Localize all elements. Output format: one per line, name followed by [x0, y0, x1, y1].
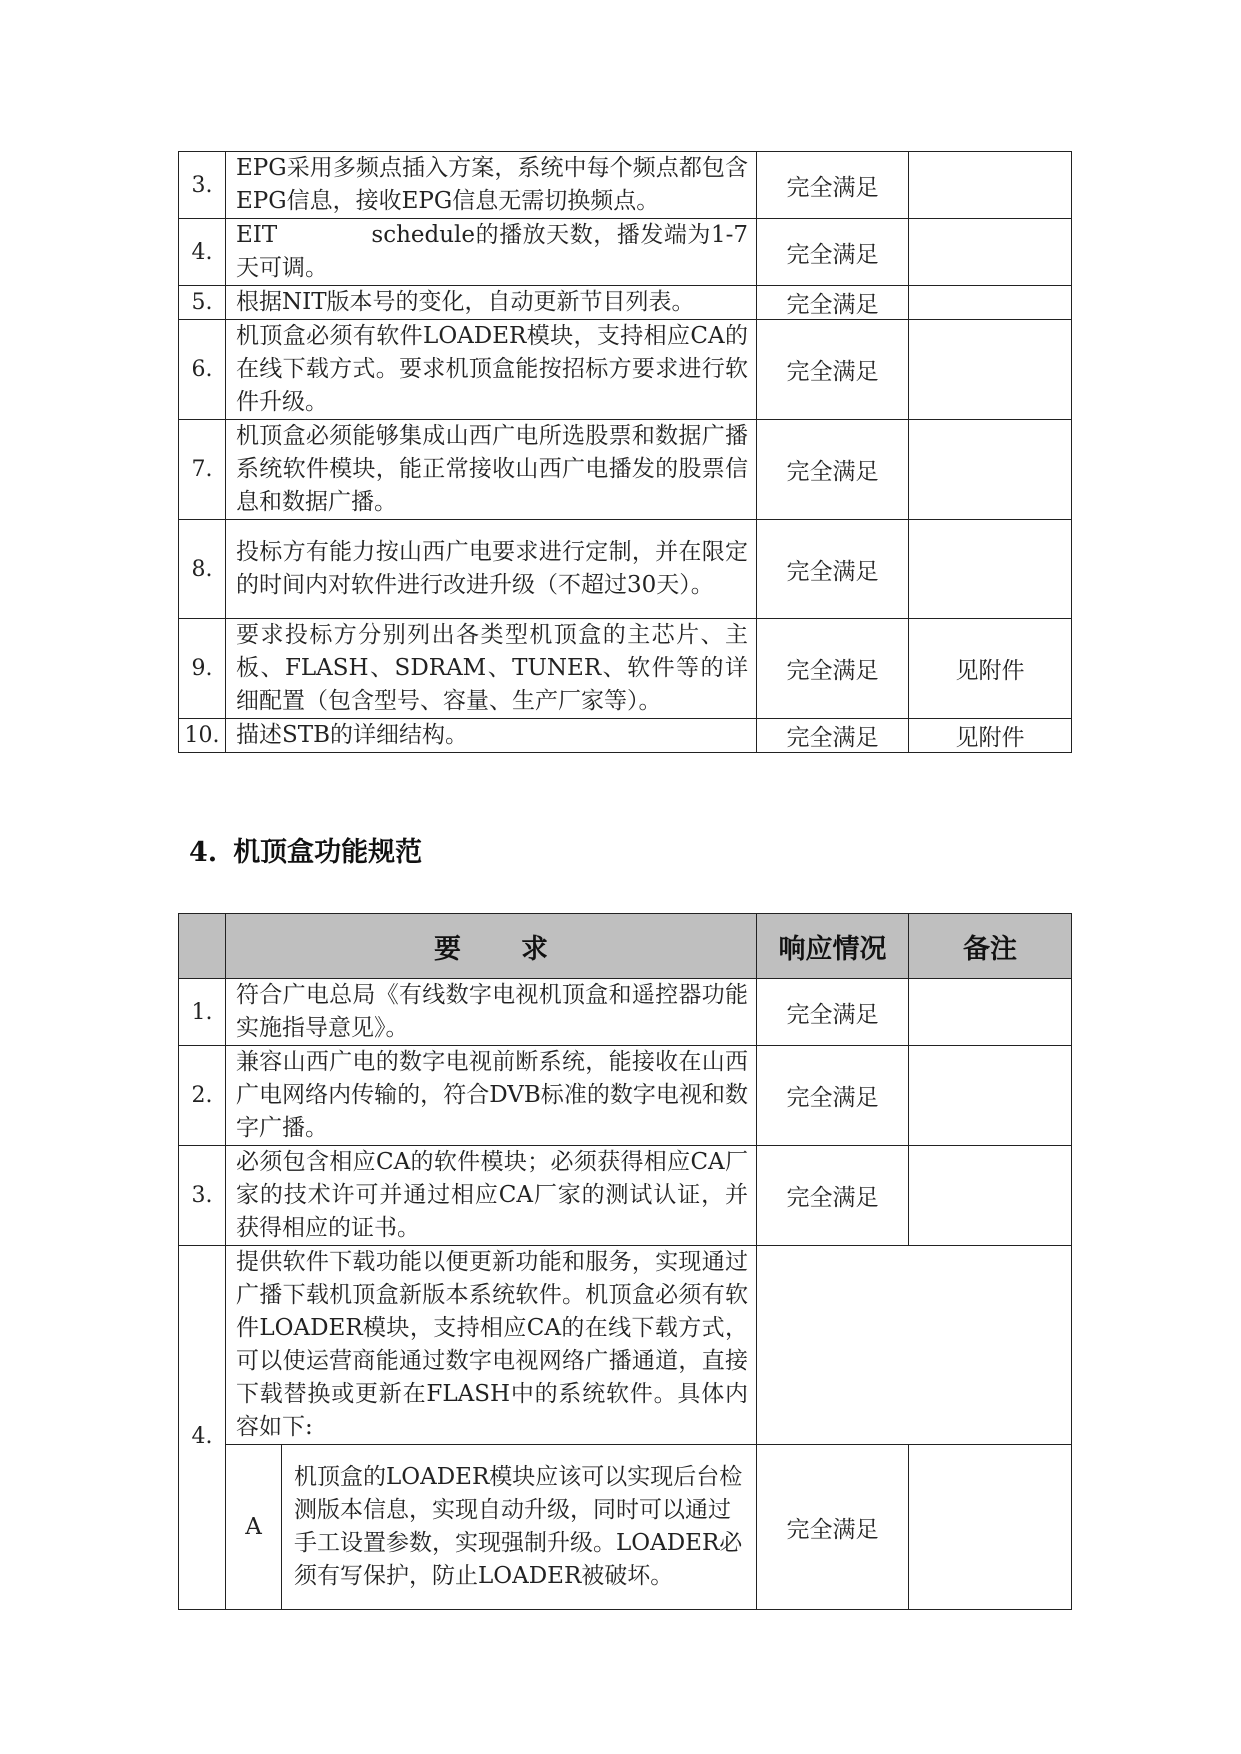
table-row: [179, 420, 1072, 520]
table-row: [179, 1146, 1072, 1246]
remark: [909, 1445, 1072, 1610]
row-number: 6.: [179, 320, 226, 420]
table-row: [179, 1246, 1072, 1445]
response-status: 完全满足: [757, 719, 909, 753]
row-number: 9.: [179, 619, 226, 719]
row-number: 4.: [179, 219, 226, 286]
remark: [909, 520, 1072, 619]
response-status: 完全满足: [757, 619, 909, 719]
sub-item-label: A: [226, 1445, 282, 1610]
section-title: 机顶盒功能规范: [233, 837, 423, 868]
remark: [909, 152, 1072, 219]
remark: [909, 1046, 1072, 1146]
table-sub-row: [179, 1445, 1072, 1610]
row-number: 7.: [179, 420, 226, 520]
table-row: [179, 152, 1072, 219]
table-row: [179, 320, 1072, 420]
requirement-text: 必须包含相应CA的软件模块；必须获得相应CA厂家的技术许可并通过相应CA厂家的测试认证，并获得相应的证书。: [226, 1146, 757, 1246]
row-number: 1.: [179, 979, 226, 1046]
response-status: 完全满足: [757, 286, 909, 320]
remark: [909, 286, 1072, 320]
requirement-text: 兼容山西广电的数字电视前断系统，能接收在山西广电网络内传输的，符合DVB标准的数字电视和数字广播。: [226, 1046, 757, 1146]
requirement-text: 根据NIT版本号的变化，自动更新节目列表。: [226, 286, 757, 320]
table-row: [179, 1046, 1072, 1146]
requirement-text: 投标方有能力按山西广电要求进行定制，并在限定的时间内对软件进行改进升级（不超过30天）。: [226, 520, 757, 619]
header-number-cell: [179, 914, 226, 979]
table-row: [179, 219, 1072, 286]
response-status: 完全满足: [757, 1445, 909, 1610]
response-status: 完全满足: [757, 420, 909, 520]
response-status: 完全满足: [757, 979, 909, 1046]
table-row: [179, 979, 1072, 1046]
response-status: 完全满足: [757, 1046, 909, 1146]
sub-requirement-text: 机顶盒的LOADER模块应该可以实现后台检测版本信息，实现自动升级，同时可以通过手工设置参数，实现强制升级。LOADER必须有写保护，防止LOADER被破坏。: [282, 1445, 757, 1610]
response-status: 完全满足: [757, 320, 909, 420]
remark: 见附件: [909, 619, 1072, 719]
header-response: 响应情况: [757, 914, 909, 979]
requirement-text: EPG采用多频点插入方案，系统中每个频点都包含EPG信息，接收EPG信息无需切换频点。: [226, 152, 757, 219]
table-header-row: [179, 914, 1072, 979]
remark: [909, 1146, 1072, 1246]
row-number: 3.: [179, 1146, 226, 1246]
table-row: [179, 619, 1072, 719]
table-row: [179, 286, 1072, 320]
table-row: [179, 520, 1072, 619]
requirement-text: 机顶盒必须能够集成山西广电所选股票和数据广播系统软件模块，能正常接收山西广电播发的股票信息和数据广播。: [226, 420, 757, 520]
header-remark: 备注: [909, 914, 1072, 979]
requirements-table-continued: [178, 151, 1072, 753]
remark: [909, 320, 1072, 420]
row-number: 3.: [179, 152, 226, 219]
response-status: 完全满足: [757, 219, 909, 286]
row-number: 8.: [179, 520, 226, 619]
section-number: 4.: [189, 837, 218, 868]
requirement-text: 描述STB的详细结构。: [226, 719, 757, 753]
remark: [909, 420, 1072, 520]
requirement-text: 符合广电总局《有线数字电视机顶盒和遥控器功能实施指导意见》。: [226, 979, 757, 1046]
row-number: 10.: [179, 719, 226, 753]
empty-merged-cell: [757, 1246, 1072, 1445]
stb-function-spec-table: [178, 913, 1072, 1610]
response-status: 完全满足: [757, 520, 909, 619]
remark: 见附件: [909, 719, 1072, 753]
requirement-text: 要求投标方分别列出各类型机顶盒的主芯片、主板、FLASH、SDRAM、TUNER、软件等的详细配置（包含型号、容量、生产厂家等）。: [226, 619, 757, 719]
row-number: 2.: [179, 1046, 226, 1146]
requirement-text: EIT schedule的播放天数，播发端为1-7天可调。: [226, 219, 757, 286]
table-row: [179, 719, 1072, 753]
row-number: 5.: [179, 286, 226, 320]
requirement-text: 提供软件下载功能以便更新功能和服务，实现通过广播下载机顶盒新版本系统软件。机顶盒必须有软件LOADER模块，支持相应CA的在线下载方式，可以使运营商能通过数字电视网络广播通道，直接下载替换或更新在FLASH中的系统软件。具体内容如下:: [226, 1246, 757, 1445]
response-status: 完全满足: [757, 152, 909, 219]
remark: [909, 219, 1072, 286]
requirement-text: 机顶盒必须有软件LOADER模块，支持相应CA的在线下载方式。要求机顶盒能按招标方要求进行软件升级。: [226, 320, 757, 420]
section-heading: [189, 830, 438, 869]
remark: [909, 979, 1072, 1046]
header-requirement: 要求: [226, 914, 757, 979]
row-number: 4.: [179, 1246, 226, 1610]
response-status: 完全满足: [757, 1146, 909, 1246]
